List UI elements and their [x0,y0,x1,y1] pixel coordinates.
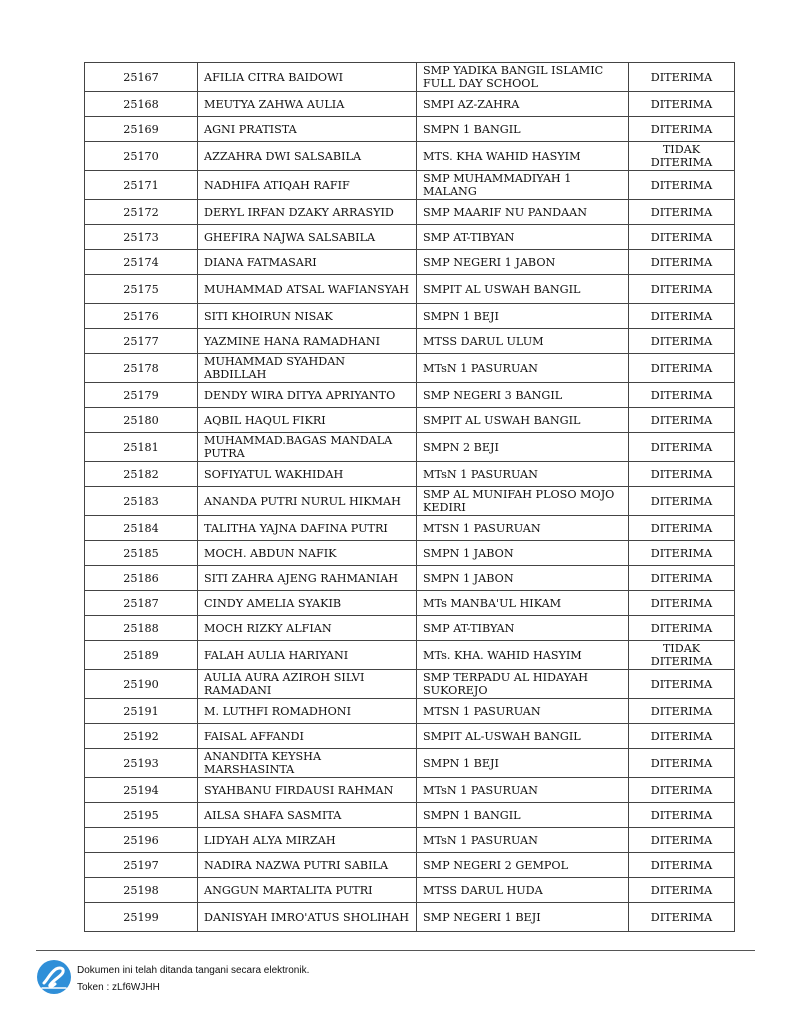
table-row [85,462,735,487]
registration-number-cell: 25178 [85,354,198,383]
status-cell: DITERIMA [629,117,735,142]
table-row [85,171,735,200]
status-cell: DITERIMA [629,803,735,828]
table-row [85,250,735,275]
student-name-cell: ANANDITA KEYSHA MARSHASINTA [198,749,417,778]
table-row [85,828,735,853]
registration-number-cell: 25169 [85,117,198,142]
table-row [85,383,735,408]
school-origin-cell: SMP NEGERI 2 GEMPOL [417,853,629,878]
registration-number-cell: 25199 [85,903,198,932]
school-origin-cell: SMP NEGERI 1 BEJI [417,903,629,932]
results-table-body [85,63,735,932]
table-row [85,878,735,903]
school-origin-cell: SMPIT AL-USWAH BANGIL [417,724,629,749]
status-cell: DITERIMA [629,591,735,616]
table-row [85,142,735,171]
status-cell: DITERIMA [629,92,735,117]
registration-number-cell: 25188 [85,616,198,641]
student-name-cell: AULIA AURA AZIROH SILVI RAMADANI [198,670,417,699]
table-row [85,803,735,828]
school-origin-cell: SMPN 1 BANGIL [417,117,629,142]
registration-number-cell: 25183 [85,487,198,516]
school-origin-cell: SMPN 1 BANGIL [417,803,629,828]
registration-number-cell: 25181 [85,433,198,462]
school-origin-cell: SMPIT AL USWAH BANGIL [417,408,629,433]
table-row [85,354,735,383]
table-row [85,487,735,516]
status-cell: DITERIMA [629,878,735,903]
registration-number-cell: 25185 [85,541,198,566]
student-name-cell: FAISAL AFFANDI [198,724,417,749]
registration-number-cell: 25196 [85,828,198,853]
status-cell: DITERIMA [629,541,735,566]
school-origin-cell: SMPN 1 BEJI [417,749,629,778]
registration-number-cell: 25174 [85,250,198,275]
status-cell: DITERIMA [629,724,735,749]
school-origin-cell: SMP YADIKA BANGIL ISLAMIC FULL DAY SCHOOL [417,63,629,92]
token-label: Token : zLf6WJHH [77,982,160,993]
registration-number-cell: 25180 [85,408,198,433]
student-name-cell: MUHAMMAD.BAGAS MANDALA PUTRA [198,433,417,462]
school-origin-cell: SMPI AZ-ZAHRA [417,92,629,117]
student-name-cell: ANANDA PUTRI NURUL HIKMAH [198,487,417,516]
registration-number-cell: 25198 [85,878,198,903]
status-cell: DITERIMA [629,670,735,699]
student-name-cell: AGNI PRATISTA [198,117,417,142]
registration-number-cell: 25182 [85,462,198,487]
school-origin-cell: SMP AT-TIBYAN [417,225,629,250]
registration-number-cell: 25187 [85,591,198,616]
student-name-cell: SITI KHOIRUN NISAK [198,304,417,329]
student-name-cell: FALAH AULIA HARIYANI [198,641,417,670]
status-cell: DITERIMA [629,250,735,275]
table-row [85,225,735,250]
status-cell: DITERIMA [629,225,735,250]
table-row [85,408,735,433]
table-row [85,541,735,566]
registration-number-cell: 25197 [85,853,198,878]
registration-number-cell: 25175 [85,275,198,304]
status-cell: DITERIMA [629,516,735,541]
results-table [84,62,735,932]
status-cell: DITERIMA [629,433,735,462]
table-row [85,92,735,117]
table-row [85,433,735,462]
student-name-cell: MUHAMMAD SYAHDAN ABDILLAH [198,354,417,383]
registration-number-cell: 25191 [85,699,198,724]
table-row [85,275,735,304]
school-origin-cell: SMP AT-TIBYAN [417,616,629,641]
registration-number-cell: 25190 [85,670,198,699]
status-cell: DITERIMA [629,778,735,803]
school-origin-cell: SMPN 1 JABON [417,541,629,566]
student-name-cell: NADIRA NAZWA PUTRI SABILA [198,853,417,878]
footer-text [77,962,309,996]
school-origin-cell: MTSN 1 PASURUAN [417,516,629,541]
student-name-cell: YAZMINE HANA RAMADHANI [198,329,417,354]
student-name-cell: AQBIL HAQUL FIKRI [198,408,417,433]
status-cell: DITERIMA [629,329,735,354]
table-row [85,591,735,616]
school-origin-cell: SMP NEGERI 3 BANGIL [417,383,629,408]
table-row [85,699,735,724]
status-cell: DITERIMA [629,408,735,433]
student-name-cell: AFILIA CITRA BAIDOWI [198,63,417,92]
registration-number-cell: 25172 [85,200,198,225]
student-name-cell: SITI ZAHRA AJENG RAHMANIAH [198,566,417,591]
status-cell: TIDAK DITERIMA [629,641,735,670]
table-row [85,903,735,932]
registration-number-cell: 25170 [85,142,198,171]
registration-number-cell: 25195 [85,803,198,828]
status-cell: DITERIMA [629,383,735,408]
status-cell: DITERIMA [629,828,735,853]
status-cell: DITERIMA [629,616,735,641]
school-origin-cell: SMP MUHAMMADIYAH 1 MALANG [417,171,629,200]
status-cell: DITERIMA [629,487,735,516]
school-origin-cell: SMPN 2 BEJI [417,433,629,462]
status-cell: DITERIMA [629,699,735,724]
status-cell: DITERIMA [629,200,735,225]
table-row [85,304,735,329]
school-origin-cell: MTSS DARUL ULUM [417,329,629,354]
student-name-cell: MOCH RIZKY ALFIAN [198,616,417,641]
student-name-cell: NADHIFA ATIQAH RAFIF [198,171,417,200]
school-origin-cell: MTs MANBA'UL HIKAM [417,591,629,616]
status-cell: DITERIMA [629,354,735,383]
registration-number-cell: 25186 [85,566,198,591]
table-row [85,566,735,591]
signature-notice: Dokumen ini telah ditanda tangani secara elektronik. [77,965,310,976]
student-name-cell: GHEFIRA NAJWA SALSABILA [198,225,417,250]
school-origin-cell: MTS. KHA WAHID HASYIM [417,142,629,171]
table-row [85,853,735,878]
registration-number-cell: 25194 [85,778,198,803]
registration-number-cell: 25176 [85,304,198,329]
registration-number-cell: 25171 [85,171,198,200]
table-row [85,778,735,803]
school-origin-cell: SMP TERPADU AL HIDAYAH SUKOREJO [417,670,629,699]
registration-number-cell: 25184 [85,516,198,541]
student-name-cell: AZZAHRA DWI SALSABILA [198,142,417,171]
school-origin-cell: SMP MAARIF NU PANDAAN [417,200,629,225]
school-origin-cell: MTsN 1 PASURUAN [417,462,629,487]
table-row [85,616,735,641]
school-origin-cell: MTsN 1 PASURUAN [417,828,629,853]
student-name-cell: MUHAMMAD ATSAL WAFIANSYAH [198,275,417,304]
student-name-cell: ANGGUN MARTALITA PUTRI [198,878,417,903]
status-cell: TIDAK DITERIMA [629,142,735,171]
status-cell: DITERIMA [629,304,735,329]
school-origin-cell: SMP NEGERI 1 JABON [417,250,629,275]
student-name-cell: DENDY WIRA DITYA APRIYANTO [198,383,417,408]
student-name-cell: MOCH. ABDUN NAFIK [198,541,417,566]
table-row [85,63,735,92]
signature-seal-icon [36,959,72,995]
table-row [85,670,735,699]
registration-number-cell: 25189 [85,641,198,670]
table-row [85,516,735,541]
table-row [85,641,735,670]
student-name-cell: DANISYAH IMRO'ATUS SHOLIHAH [198,903,417,932]
school-origin-cell: MTSN 1 PASURUAN [417,699,629,724]
table-row [85,724,735,749]
status-cell: DITERIMA [629,171,735,200]
registration-number-cell: 25193 [85,749,198,778]
school-origin-cell: SMPN 1 JABON [417,566,629,591]
school-origin-cell: MTSS DARUL HUDA [417,878,629,903]
registration-number-cell: 25173 [85,225,198,250]
student-name-cell: LIDYAH ALYA MIRZAH [198,828,417,853]
table-row [85,117,735,142]
status-cell: DITERIMA [629,903,735,932]
school-origin-cell: MTsN 1 PASURUAN [417,778,629,803]
status-cell: DITERIMA [629,853,735,878]
school-origin-cell: MTs. KHA. WAHID HASYIM [417,641,629,670]
student-name-cell: SOFIYATUL WAKHIDAH [198,462,417,487]
student-name-cell: SYAHBANU FIRDAUSI RAHMAN [198,778,417,803]
table-row [85,329,735,354]
table-row [85,749,735,778]
student-name-cell: DERYL IRFAN DZAKY ARRASYID [198,200,417,225]
registration-number-cell: 25177 [85,329,198,354]
status-cell: DITERIMA [629,566,735,591]
student-name-cell: M. LUTHFI ROMADHONI [198,699,417,724]
table-row [85,200,735,225]
school-origin-cell: MTsN 1 PASURUAN [417,354,629,383]
registration-number-cell: 25167 [85,63,198,92]
school-origin-cell: SMPIT AL USWAH BANGIL [417,275,629,304]
status-cell: DITERIMA [629,462,735,487]
student-name-cell: TALITHA YAJNA DAFINA PUTRI [198,516,417,541]
status-cell: DITERIMA [629,749,735,778]
status-cell: DITERIMA [629,63,735,92]
student-name-cell: AILSA SHAFA SASMITA [198,803,417,828]
registration-number-cell: 25168 [85,92,198,117]
status-cell: DITERIMA [629,275,735,304]
registration-number-cell: 25192 [85,724,198,749]
student-name-cell: CINDY AMELIA SYAKIB [198,591,417,616]
registration-number-cell: 25179 [85,383,198,408]
school-origin-cell: SMP AL MUNIFAH PLOSO MOJO KEDIRI [417,487,629,516]
student-name-cell: MEUTYA ZAHWA AULIA [198,92,417,117]
footer-divider [36,950,755,951]
school-origin-cell: SMPN 1 BEJI [417,304,629,329]
student-name-cell: DIANA FATMASARI [198,250,417,275]
